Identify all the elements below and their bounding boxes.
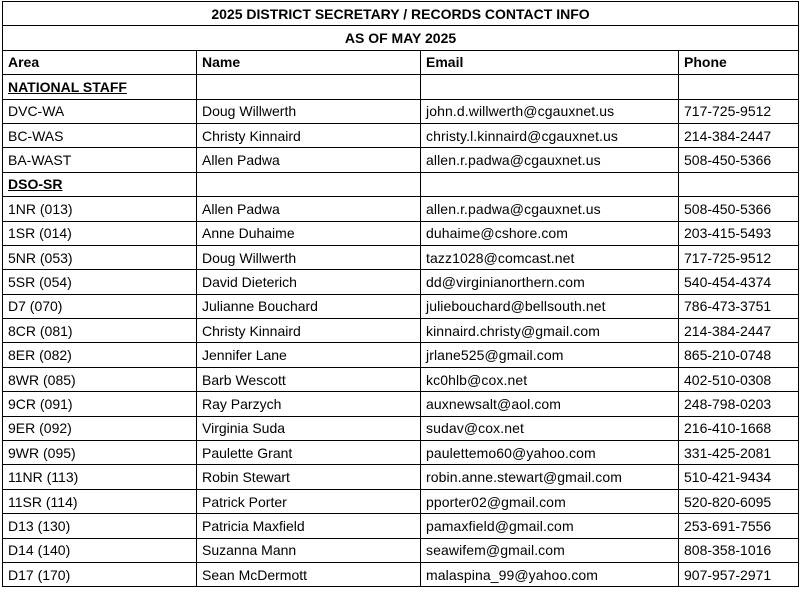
phone-cell: 508-450-5366	[679, 148, 799, 172]
phone-cell: 203-415-5493	[679, 221, 799, 245]
email-cell: juliebouchard@bellsouth.net	[421, 294, 679, 318]
phone-cell: 508-450-5366	[679, 197, 799, 221]
area-cell: D14 (140)	[3, 538, 197, 562]
area-cell: 9WR (095)	[3, 441, 197, 465]
table-row	[3, 319, 799, 343]
name-cell: Robin Stewart	[197, 465, 421, 489]
name-cell: Doug Willwerth	[197, 245, 421, 269]
name-cell: Sean McDermott	[197, 562, 421, 586]
area-cell: 5SR (054)	[3, 270, 197, 294]
name-cell: Ray Parzych	[197, 392, 421, 416]
name-cell: Anne Duhaime	[197, 221, 421, 245]
name-cell: Allen Padwa	[197, 197, 421, 221]
area-cell: BC-WAS	[3, 123, 197, 147]
phone-cell: 248-798-0203	[679, 392, 799, 416]
email-cell: auxnewsalt@aol.com	[421, 392, 679, 416]
email-cell: pporter02@gmail.com	[421, 489, 679, 513]
title-row	[3, 2, 799, 26]
name-cell: David Dieterich	[197, 270, 421, 294]
empty-cell	[421, 75, 679, 99]
phone-cell: 907-957-2971	[679, 562, 799, 586]
table-row	[3, 197, 799, 221]
area-cell: D7 (070)	[3, 294, 197, 318]
email-cell: allen.r.padwa@cgauxnet.us	[421, 197, 679, 221]
area-cell: D17 (170)	[3, 562, 197, 586]
section-row	[3, 75, 799, 99]
page-subtitle: AS OF MAY 2025	[3, 26, 799, 50]
email-cell: kc0hlb@cox.net	[421, 367, 679, 391]
email-cell: john.d.willwerth@cgauxnet.us	[421, 99, 679, 123]
area-cell: 9ER (092)	[3, 416, 197, 440]
phone-cell: 520-820-6095	[679, 489, 799, 513]
area-cell: 5NR (053)	[3, 245, 197, 269]
phone-cell: 216-410-1668	[679, 416, 799, 440]
area-cell: 1NR (013)	[3, 197, 197, 221]
area-cell: D13 (130)	[3, 514, 197, 538]
name-cell: Christy Kinnaird	[197, 123, 421, 147]
email-cell: allen.r.padwa@cgauxnet.us	[421, 148, 679, 172]
phone-cell: 253-691-7556	[679, 514, 799, 538]
email-cell: sudav@cox.net	[421, 416, 679, 440]
empty-cell	[679, 75, 799, 99]
header-email: Email	[421, 50, 679, 74]
area-cell: 8WR (085)	[3, 367, 197, 391]
name-cell: Barb Wescott	[197, 367, 421, 391]
table-row	[3, 489, 799, 513]
email-cell: jrlane525@gmail.com	[421, 343, 679, 367]
name-cell: Paulette Grant	[197, 441, 421, 465]
name-cell: Virginia Suda	[197, 416, 421, 440]
name-cell: Suzanna Mann	[197, 538, 421, 562]
area-cell: 9CR (091)	[3, 392, 197, 416]
phone-cell: 214-384-2447	[679, 319, 799, 343]
email-cell: tazz1028@comcast.net	[421, 245, 679, 269]
email-cell: robin.anne.stewart@gmail.com	[421, 465, 679, 489]
email-cell: paulettemo60@yahoo.com	[421, 441, 679, 465]
email-cell: dd@virginianorthern.com	[421, 270, 679, 294]
area-cell: 11SR (114)	[3, 489, 197, 513]
area-cell: 8ER (082)	[3, 343, 197, 367]
phone-cell: 786-473-3751	[679, 294, 799, 318]
name-cell: Allen Padwa	[197, 148, 421, 172]
table-row	[3, 538, 799, 562]
section-label: DSO-SR	[3, 172, 197, 196]
email-cell: duhaime@cshore.com	[421, 221, 679, 245]
area-cell: DVC-WA	[3, 99, 197, 123]
page-title: 2025 DISTRICT SECRETARY / RECORDS CONTACT INFO	[3, 2, 799, 26]
table-row	[3, 367, 799, 391]
section-row	[3, 172, 799, 196]
email-cell: seawifem@gmail.com	[421, 538, 679, 562]
phone-cell: 540-454-4374	[679, 270, 799, 294]
email-cell: kinnaird.christy@gmail.com	[421, 319, 679, 343]
table-row	[3, 123, 799, 147]
table-row	[3, 221, 799, 245]
phone-cell: 510-421-9434	[679, 465, 799, 489]
empty-cell	[197, 172, 421, 196]
section-label: NATIONAL STAFF	[3, 75, 197, 99]
header-phone: Phone	[679, 50, 799, 74]
empty-cell	[197, 75, 421, 99]
phone-cell: 331-425-2081	[679, 441, 799, 465]
header-row	[3, 50, 799, 74]
table-row	[3, 245, 799, 269]
empty-cell	[679, 172, 799, 196]
table-row	[3, 514, 799, 538]
name-cell: Doug Willwerth	[197, 99, 421, 123]
phone-cell: 402-510-0308	[679, 367, 799, 391]
header-area: Area	[3, 50, 197, 74]
area-cell: 1SR (014)	[3, 221, 197, 245]
table-row	[3, 343, 799, 367]
name-cell: Jennifer Lane	[197, 343, 421, 367]
table-row	[3, 148, 799, 172]
empty-cell	[421, 172, 679, 196]
email-cell: pamaxfield@gmail.com	[421, 514, 679, 538]
table-row	[3, 465, 799, 489]
name-cell: Julianne Bouchard	[197, 294, 421, 318]
area-cell: 11NR (113)	[3, 465, 197, 489]
subtitle-row	[3, 26, 799, 50]
phone-cell: 808-358-1016	[679, 538, 799, 562]
phone-cell: 214-384-2447	[679, 123, 799, 147]
contact-table	[2, 1, 799, 587]
table-row	[3, 392, 799, 416]
table-row	[3, 441, 799, 465]
header-name: Name	[197, 50, 421, 74]
area-cell: BA-WAST	[3, 148, 197, 172]
name-cell: Patrick Porter	[197, 489, 421, 513]
phone-cell: 717-725-9512	[679, 245, 799, 269]
table-row	[3, 294, 799, 318]
phone-cell: 865-210-0748	[679, 343, 799, 367]
email-cell: malaspina_99@yahoo.com	[421, 562, 679, 586]
phone-cell: 717-725-9512	[679, 99, 799, 123]
area-cell: 8CR (081)	[3, 319, 197, 343]
table-row	[3, 270, 799, 294]
table-row	[3, 562, 799, 586]
name-cell: Patricia Maxfield	[197, 514, 421, 538]
table-row	[3, 99, 799, 123]
table-row	[3, 416, 799, 440]
email-cell: christy.l.kinnaird@cgauxnet.us	[421, 123, 679, 147]
name-cell: Christy Kinnaird	[197, 319, 421, 343]
